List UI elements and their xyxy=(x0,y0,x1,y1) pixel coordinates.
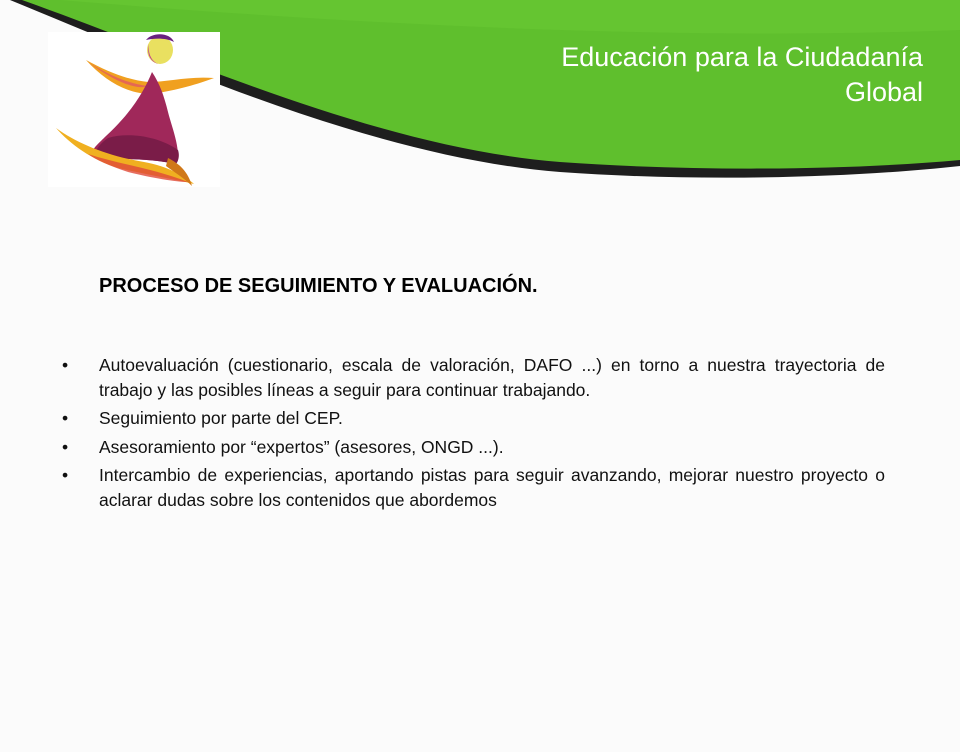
bullet-text: Seguimiento por parte del CEP. xyxy=(99,408,343,428)
bullet-list xyxy=(62,353,885,516)
bullet-text: Asesoramiento por “expertos” (asesores, ONGD ...). xyxy=(99,436,504,457)
bullet-item-asesoramiento xyxy=(62,435,885,460)
bullet-item-autoevaluacion xyxy=(62,353,885,402)
section-heading: PROCESO DE SEGUIMIENTO Y EVALUACIÓN. xyxy=(99,275,538,297)
dancing-figure-logo xyxy=(48,32,220,187)
bullet-item-intercambio xyxy=(62,463,885,512)
slide-title-line2: Global xyxy=(844,77,923,107)
bullet-text: Autoevaluación (cuestionario, escala de valoración, DAFO ...) en torno a nuestra trayectoria de trabajo y las posibles líneas a seguir para continuar trabajando. xyxy=(99,355,885,400)
bullet-dot-icon: • xyxy=(62,408,69,428)
bullet-item-seguimiento xyxy=(62,406,885,431)
bullet-text: Intercambio de experiencias, aportando pistas para seguir avanzando, mejorar nuestro proyecto o aclarar dudas sobre los contenidos que abordemos xyxy=(99,465,885,510)
header-banner xyxy=(0,0,960,200)
bullet-dot-icon: • xyxy=(62,436,69,457)
bullet-dot-icon: • xyxy=(62,355,69,375)
slide-title-line1: Educación para la Ciudadanía xyxy=(561,42,923,72)
slide-title xyxy=(423,40,923,110)
bullet-dot-icon: • xyxy=(62,465,69,485)
